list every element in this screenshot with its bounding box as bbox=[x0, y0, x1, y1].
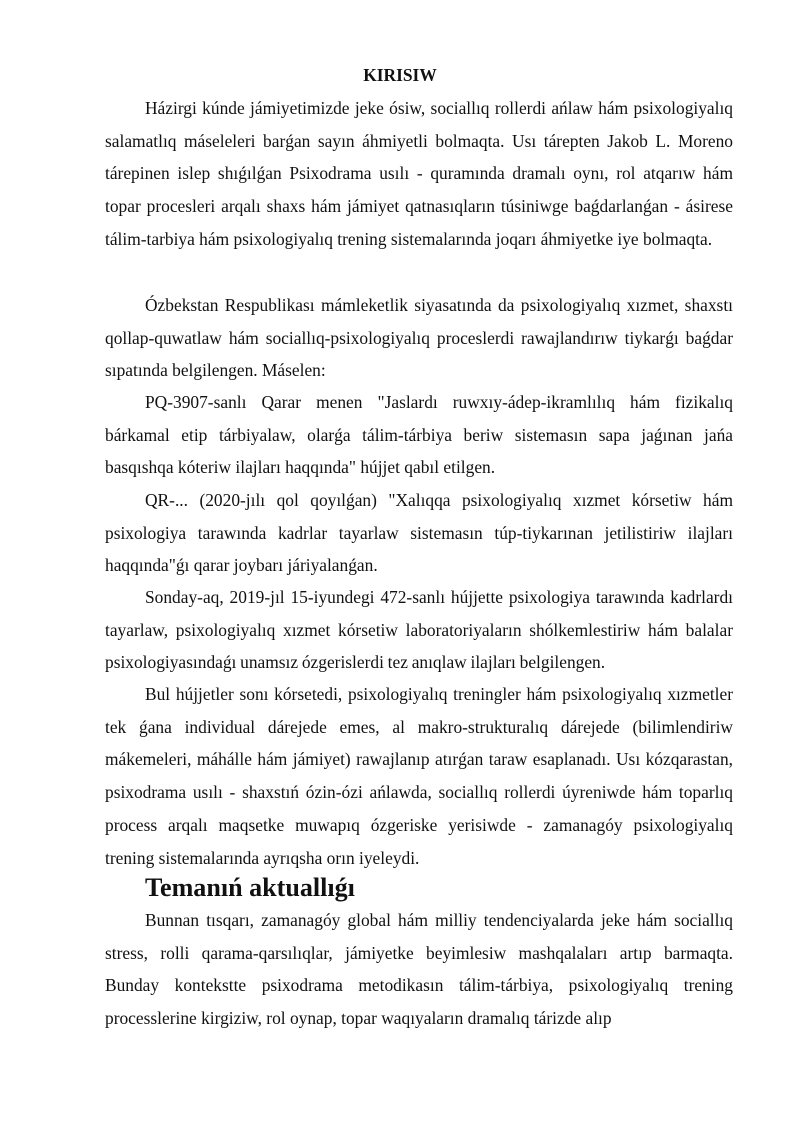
subheading-relevance: Temanıń aktuallıǵı bbox=[145, 873, 355, 902]
paragraph-document-472: Sonday-aq, 2019-jıl 15-iyundegi 472-sanlı hújjette psixologiya tarawında kadrlardı tayarlaw, psixologiyalıq xızmet kórsetiw laboratoriyaların shólkemlestiriw hám balalar psixologiyasındaǵı unamsız ózgerislerdi tez anıqlaw ilajları belgilengen. bbox=[105, 587, 733, 673]
paragraph-qr-draft: QR-... (2020-jılı qol qoyılǵan) "Xalıqqa psixologiyalıq xızmet kórsetiw hám psixologiya tarawında kadrlar tayarlaw sistemasın túp-tiykarınan jetilistiriw ilajları haqqında"ǵı qarar joybarı járiyalanǵan. bbox=[105, 490, 733, 576]
paragraph-introduction: Házirgi kúnde jámiyetimizde jeke ósiw, sociallıq rollerdi ańlaw hám psixologiyalıq salamatlıq máseleleri barǵan sayın áhmiyetli bolmaqta. Usı tárepten Jakob L. Moreno tárepinen islep shıǵılǵan Psixodrama usılı - quramında dramalı oynı, rol atqarıw hám topar procesleri arqalı shaxs hám jámiyet qatnasıqların túsiniwge baǵdarlanǵan - ásirese tálim-tarbiya hám psixologiyalıq trening sistemalarında joqarı áhmiyetke iye bolmaqta. bbox=[105, 98, 733, 249]
paragraph-relevance: Bunnan tısqarı, zamanagóy global hám milliy tendenciyalarda jeke hám sociallıq stress, rolli qarama-qarsılıqlar, jámiyetke beyimlesiw mashqalaları artıp barmaqta. Bunday kontekstte psixodrama metodikasın tálim-tárbiya, psixologiyalıq trening processlerine kirgiziw, rol oynap, topar waqıyaların dramalıq tárizde alıp bbox=[105, 910, 733, 1029]
paragraph-conclusion: Bul hújjetler sonı kórsetedi, psixologiyalıq treningler hám psixologiyalıq xızmetler tek ǵana individual dárejede emes, al makro-strukturalıq dárejede (bilimlendiriw mákemeleri, máhálle hám jámiyet) rawajlanıp atırǵan taraw esaplanadı. Usı kózqarastan, psixodrama usılı - shaxstıń ózin-ózi ańlawda, sociallıq rollerdi úyreniwde hám toparlıq process arqalı maqsetke muwapıq ózgeriske yerisiwde - zamanagóy psixologiyalıq trening sistemalarında ayrıqsha orın iyeleydi. bbox=[105, 684, 733, 868]
paragraph-state-policy: Ózbekstan Respublikası mámleketlik siyasatında da psixologiyalıq xızmet, shaxstı qollap-quwatlaw hám sociallıq-psixologiyalıq proceslerdi rawajlandırıw tiykarǵı baǵdar sıpatında belgilengen. Máselen: bbox=[105, 295, 733, 381]
section-title: KIRISIW bbox=[363, 65, 437, 85]
paragraph-pq-3907: PQ-3907-sanlı Qarar menen "Jaslardı ruwxıy-ádep-ikramlılıq hám fizikalıq bárkamal etip tárbiyalaw, olarǵa tálim-tárbiya beriw sistemasın sapa jaǵınan jańa basqıshqa kóteriw ilajları haqqında" hújjet qabıl etilgen. bbox=[105, 392, 733, 478]
